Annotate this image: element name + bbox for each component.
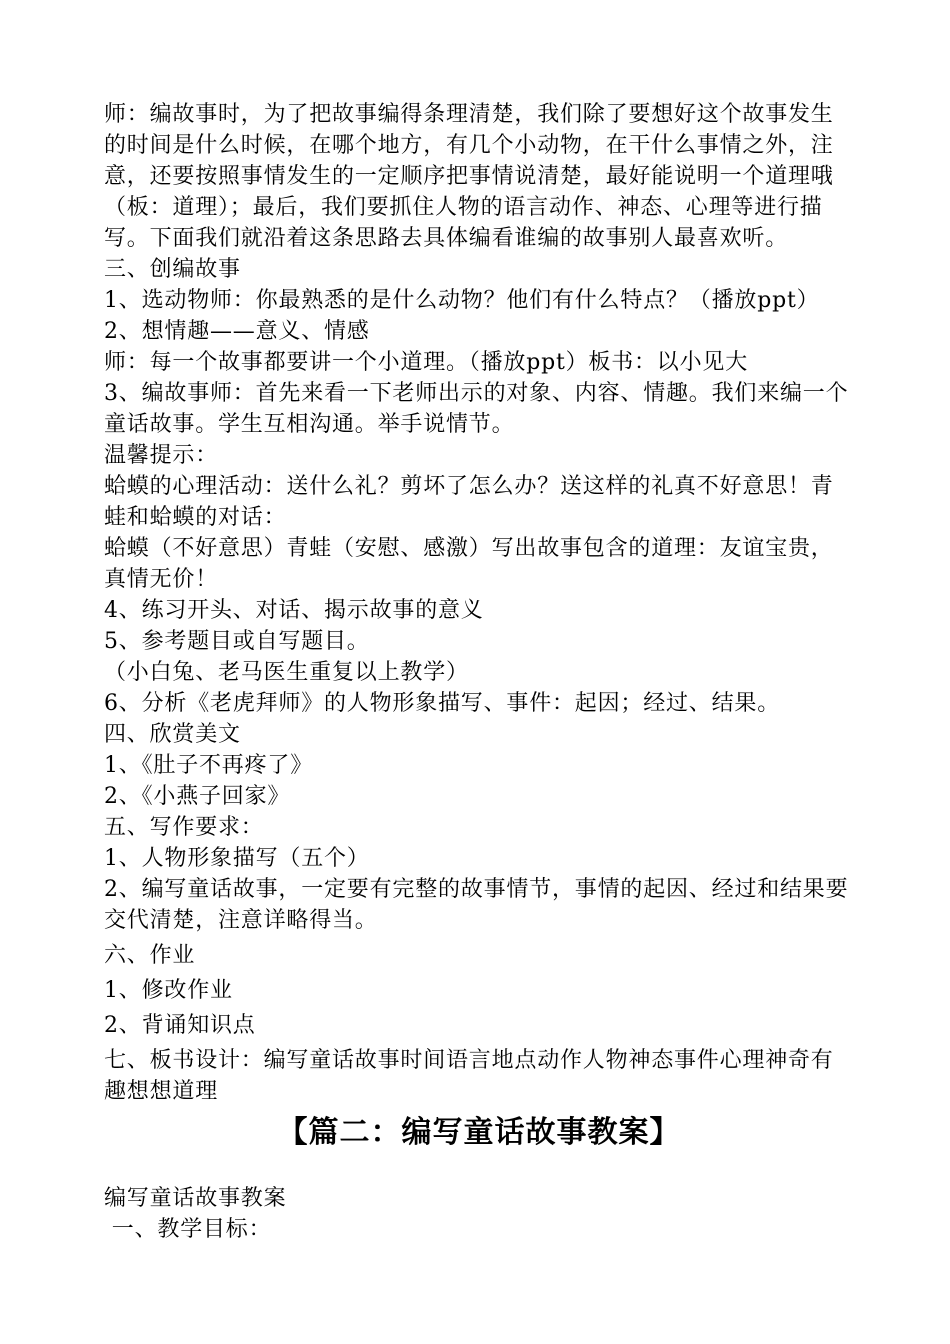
- section-3-heading: 三、创编故事: [104, 257, 241, 282]
- tip-toad-psychology: 蛤蟆的心理活动：送什么礼？剪坏了怎么办？送这样的礼真不好意思！青蛙和蛤蟆的对话：: [104, 474, 834, 530]
- section-6-item-2: 2、背诵知识点: [104, 1013, 256, 1038]
- step-1-choose-animal: 1、选动物师：你最熟悉的是什么动物？他们有什么特点？（播放ppt）: [104, 288, 820, 313]
- section-5-item-2: 2、编写童话故事，一定要有完整的故事情节，事情的起因、经过和结果要交代清楚，注意详略得当。: [104, 877, 849, 933]
- section-4-item-1: 1、《肚子不再疼了》: [104, 753, 313, 778]
- section-4-item-2: 2、《小燕子回家》: [104, 784, 291, 809]
- section-5-item-1: 1、人物形象描写（五个）: [104, 846, 370, 871]
- tips-title: 温馨提示：: [104, 443, 219, 468]
- lesson-plan-title: 编写童话故事教案: [104, 1186, 287, 1211]
- document-content: [104, 99, 854, 1245]
- teaching-objectives-heading: 一、教学目标：: [104, 1217, 272, 1242]
- step-2-think-interest: 2、想情趣——意义、情感: [104, 319, 370, 344]
- step-4-practice: 4、练习开头、对话、揭示故事的意义: [104, 598, 484, 623]
- section-7-board-design: 七、板书设计：编写童话故事时间语言地点动作人物神态事件心理神奇有趣想想道理: [104, 1048, 834, 1104]
- section-6-item-1: 1、修改作业: [104, 978, 233, 1003]
- step-6-analysis: 6、分析《老虎拜师》的人物形象描写、事件：起因；经过、结果。: [104, 691, 780, 716]
- section-4-heading: 四、欣赏美文: [104, 722, 241, 747]
- step-3-make-story: 3、编故事师：首先来看一下老师出示的对象、内容、情趣。我们来编一个童话故事。学生互相沟通。举手说情节。: [104, 381, 849, 437]
- step-5-topic: 5、参考题目或自写题目。: [104, 629, 370, 654]
- step-5-note: （小白兔、老马医生重复以上教学）: [104, 660, 469, 685]
- section-6-heading: 六、作业: [104, 943, 196, 968]
- section-5-heading: 五、写作要求：: [104, 815, 264, 840]
- teacher-note-lesson: 师：每一个故事都要讲一个小道理。（播放ppt）板书：以小见大: [104, 350, 749, 375]
- part-2-heading: 【篇二：编写童话故事教案】: [277, 1115, 681, 1150]
- tip-story-meaning: 蛤蟆（不好意思）青蛙（安慰、感激）写出故事包含的道理：友谊宝贵，真情无价！: [104, 536, 834, 592]
- teacher-intro-paragraph: 师：编故事时，为了把故事编得条理清楚，我们除了要想好这个故事发生的时间是什么时候，在哪个地方，有几个小动物，在干什么事情之外，注意，还要按照事情发生的一定顺序把事情说清楚，最好能说明一个道理哦（板：道理）；最后，我们要抓住人物的语言动作、神态、心理等进行描写。下面我们就沿着这条思路去具体编看谁编的故事别人最喜欢听。: [104, 102, 834, 251]
